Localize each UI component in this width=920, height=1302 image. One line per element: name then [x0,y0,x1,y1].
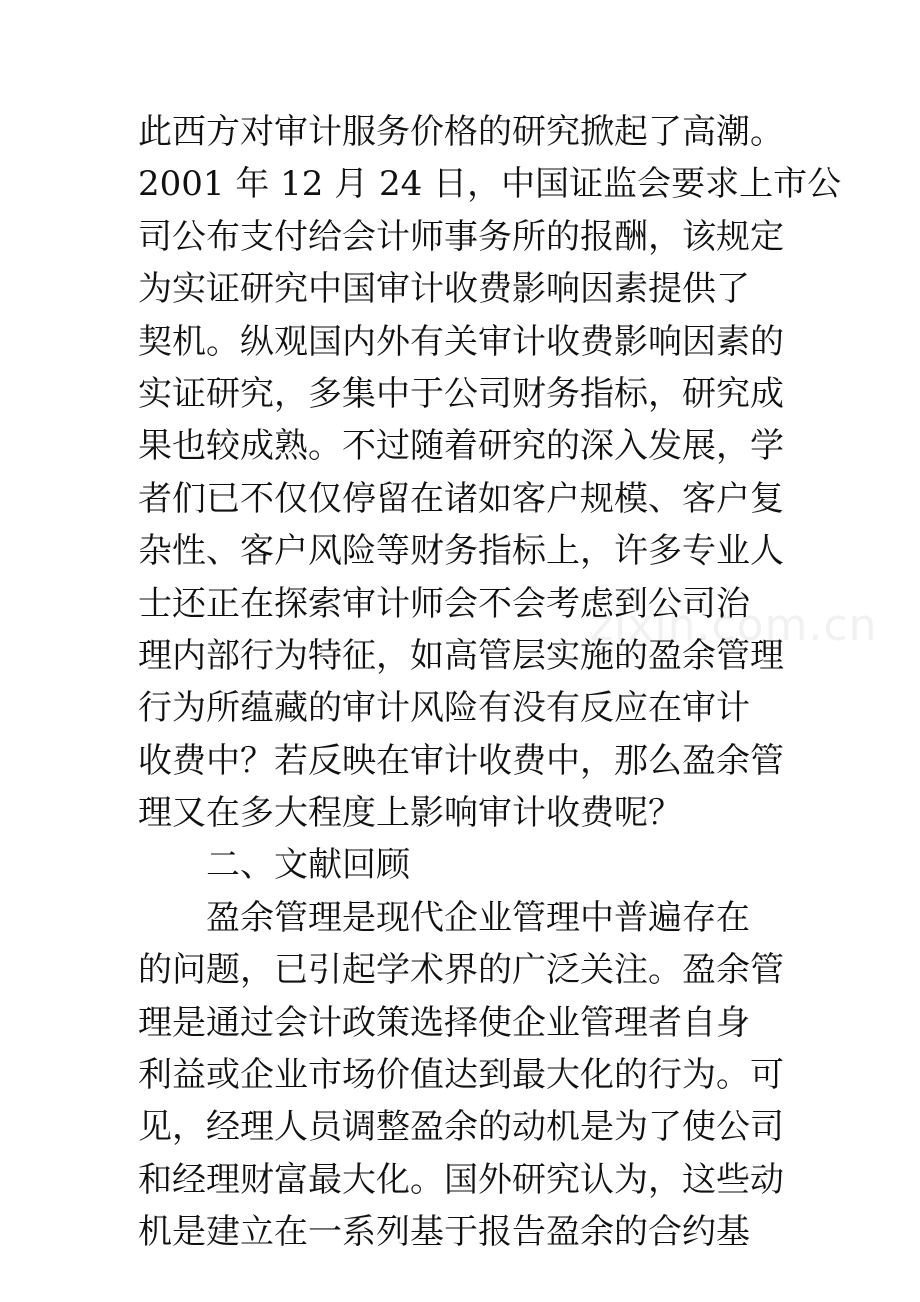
text-line: 利益或企业市场价值达到最大化的行为。可 [138,1055,784,1096]
text-line: 机是建立在一系列基于报告盈余的合约基 [138,1212,750,1253]
text-line: 理是通过会计政策选择使企业管理者自身 [138,1002,750,1043]
watermark: zixin.com.cn [590,600,878,651]
section-heading: 二、文献回顾 [206,845,410,886]
text-line: 理内部行为特征，如高管层实施的盈余管理 [138,635,784,676]
text-line: 契机。纵观国内外有关审计收费影响因素的 [138,321,784,362]
text-line: 2001 年 12 月 24 日，中国证监会要求上市公 [138,164,842,205]
text-line: 此西方对审计服务价格的研究掀起了高潮。 [138,112,784,152]
paragraph-first-line: 盈余管理是现代企业管理中普遍存在 [206,897,750,938]
text-line: 士还正在探索审计师会不会考虑到公司治 [138,583,750,624]
text-line: 理又在多大程度上影响审计收费呢？ [138,793,682,834]
text-line: 杂性、客户风险等财务指标上，许多专业人 [138,531,784,572]
text-line: 和经理财富最大化。国外研究认为，这些动 [138,1159,784,1200]
text-line: 的问题，已引起学术界的广泛关注。盈余管 [138,950,784,991]
text-line: 实证研究，多集中于公司财务指标，研究成 [138,373,784,414]
text-line: 果也较成熟。不过随着研究的深入发展，学 [138,426,784,467]
text-line: 司公布支付给会计师事务所的报酬，该规定 [138,216,784,257]
text-line: 为实证研究中国审计收费影响因素提供了 [138,269,750,310]
text-line: 见，经理人员调整盈余的动机是为了使公司 [138,1107,784,1148]
text-line: 行为所蕴藏的审计风险有没有反应在审计 [138,688,750,729]
text-line: 收费中？若反映在审计收费中，那么盈余管 [138,740,784,781]
text-line: 者们已不仅仅停留在诸如客户规模、客户复 [138,478,784,519]
body-text [138,106,842,1259]
